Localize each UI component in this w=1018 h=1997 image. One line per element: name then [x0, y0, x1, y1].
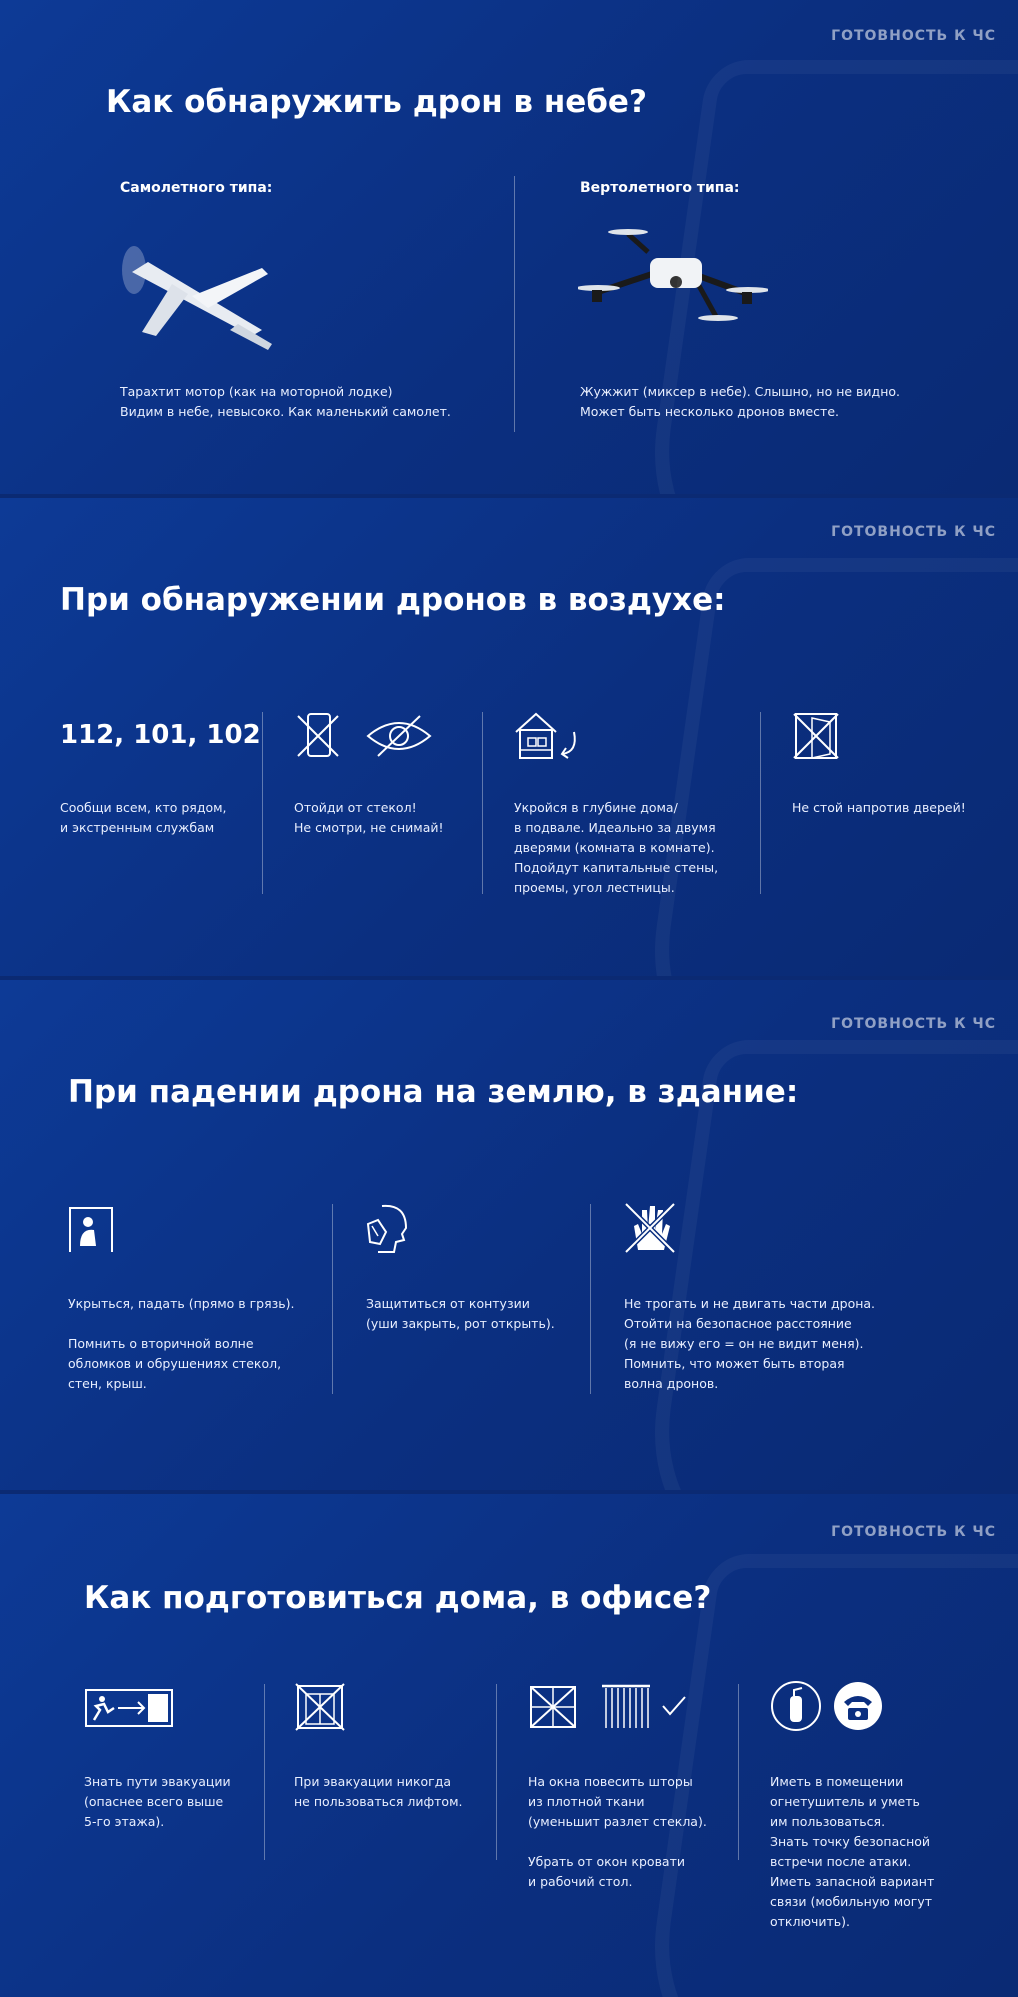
- report-text: Сообщи всем, кто рядом, и экстренным службам: [60, 800, 227, 835]
- emergency-numbers: 112, 101, 102: [60, 720, 261, 750]
- section-tag: ГОТОВНОСТЬ К ЧС: [831, 1016, 996, 1032]
- plane-type-subtitle: Самолетного типа:: [120, 180, 273, 196]
- column-divider: [738, 1684, 739, 1860]
- section-title: Как подготовиться дома, в офисе?: [84, 1580, 712, 1616]
- column-divider: [262, 712, 263, 894]
- plane-drone-icon: [112, 232, 282, 352]
- no-touch-text: Не трогать и не двигать части дрона. Отойти на безопасное расстояние (я не вижу его = он не видит меня). Помнить, что может быть вторая волна дронов.: [624, 1296, 876, 1391]
- cover-ears-text: Защититься от контузии (уши закрыть, рот открыть).: [366, 1296, 555, 1331]
- no-elevator-icon: [294, 1682, 346, 1732]
- section-title: Как обнаружить дрон в небе?: [106, 84, 647, 120]
- cover-ears-icon: [364, 1202, 416, 1256]
- no-look-icon: [364, 710, 434, 762]
- checkmark-icon: [660, 1694, 688, 1718]
- section-drone-fall: [0, 980, 1018, 1490]
- section-drones-in-air: [0, 498, 1018, 976]
- take-cover-text: Укрыться, падать (прямо в грязь). Помнить о вторичной волне обломков и обрушениях стекол, стен, крыш.: [68, 1296, 295, 1391]
- shelter-text: Укройся в глубине дома/ в подвале. Идеально за двумя дверями (комната в комнате). Подойдут капитальные стены, проемы, угол лестницы.: [514, 800, 719, 895]
- plane-type-description: Тарахтит мотор (как на моторной лодке) Видим в небе, невысоко. Как маленький самолет.: [120, 384, 451, 419]
- column-divider: [590, 1204, 591, 1394]
- door-warning-text: Не стой напротив дверей!: [792, 800, 966, 815]
- section-title: При обнаружении дронов в воздухе:: [60, 582, 726, 618]
- no-touch-icon: [622, 1200, 678, 1256]
- quadcopter-icon: [578, 222, 768, 342]
- heli-type-subtitle: Вертолетного типа:: [580, 180, 740, 196]
- stay-away-text: Отойди от стекол! Не смотри, не снимай!: [294, 800, 444, 835]
- section-prepare: [0, 1494, 1018, 1997]
- section-title: При падении дрона на землю, в здание:: [68, 1074, 799, 1110]
- column-divider: [496, 1684, 497, 1860]
- curtains-text: На окна повесить шторы из плотной ткани (уменьшит разлет стекла). Убрать от окон кровати и рабочий стол.: [528, 1774, 707, 1889]
- column-divider: [482, 712, 483, 894]
- taped-window-icon: [528, 1684, 578, 1730]
- extinguisher-text: Иметь в помещении огнетушитель и уметь им пользоваться. Знать точку безопасной встречи после атаки. Иметь запасной вариант связи (мобильную могут отключить).: [770, 1774, 935, 1929]
- column-divider: [760, 712, 761, 894]
- no-phone-icon: [292, 710, 344, 762]
- column-divider: [332, 1204, 333, 1394]
- section-tag: ГОТОВНОСТЬ К ЧС: [831, 1524, 996, 1540]
- no-door-icon: [790, 710, 846, 762]
- no-elevator-text: При эвакуации никогда не пользоваться лифтом.: [294, 1774, 463, 1809]
- evacuation-text: Знать пути эвакуации (опаснее всего выше 5-го этажа).: [84, 1774, 231, 1829]
- section-tag: ГОТОВНОСТЬ К ЧС: [831, 524, 996, 540]
- take-cover-icon: [66, 1204, 116, 1256]
- section-detect-drone: [0, 0, 1018, 494]
- fire-extinguisher-icon: [770, 1680, 822, 1732]
- telephone-icon: [832, 1680, 884, 1732]
- section-tag: ГОТОВНОСТЬ К ЧС: [831, 28, 996, 44]
- heli-type-description: Жужжит (миксер в небе). Слышно, но не видно. Может быть несколько дронов вместе.: [580, 384, 900, 419]
- house-shelter-icon: [512, 708, 588, 764]
- evacuation-exit-icon: [84, 1686, 174, 1730]
- column-divider: [514, 176, 515, 432]
- column-divider: [264, 1684, 265, 1860]
- curtain-icon: [600, 1682, 652, 1732]
